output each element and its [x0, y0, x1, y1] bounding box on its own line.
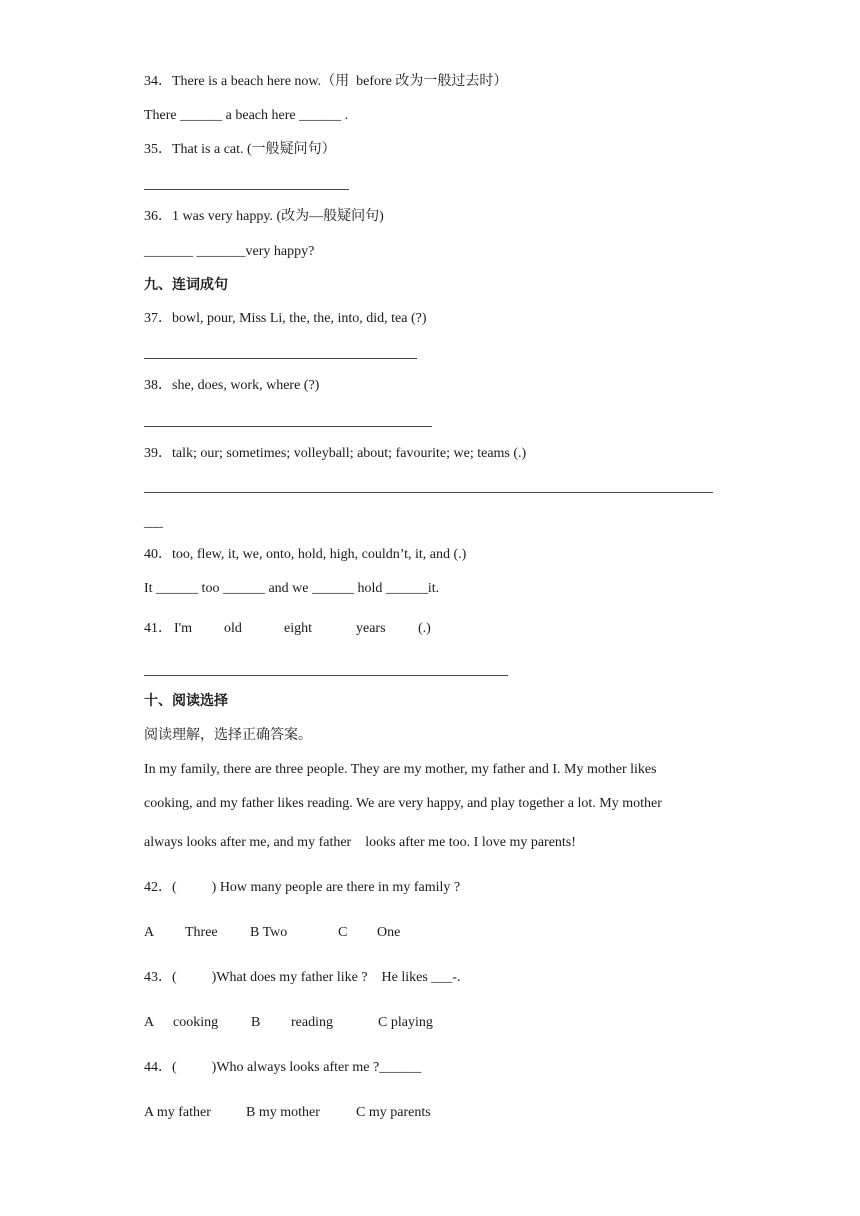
q41-word: years — [356, 621, 386, 636]
q39-prompt: 39．talk; our; sometimes; volleyball; about; favourite; we; teams (.) — [144, 446, 527, 461]
q43-option: A — [144, 1015, 155, 1030]
q34-answer-line: There ______ a beach here ______ . — [144, 108, 349, 123]
q42-option: B Two — [250, 925, 288, 940]
q38-answer-blank — [144, 426, 432, 427]
q34-prompt: 34．There is a beach here now.（用 before 改为一般过去时） — [144, 74, 508, 89]
q35-answer-blank — [144, 189, 349, 190]
passage-line: In my family, there are three people. They are my mother, my father and I. My mother likes — [144, 762, 657, 777]
q39-answer-blank — [144, 492, 713, 493]
q37-prompt: 37．bowl, pour, Miss Li, the, the, into, did, tea (?) — [144, 311, 427, 326]
q39-answer-overflow: ___ — [144, 515, 162, 530]
q44-option: A my father — [144, 1105, 211, 1120]
q43-option: B — [251, 1015, 261, 1030]
section-9-title: 九、连词成句 — [144, 277, 228, 293]
q41-answer-blank — [144, 675, 508, 676]
q44-prompt: 44．( )Who always looks after me ?______ — [144, 1060, 422, 1075]
q43-option: C playing — [378, 1015, 433, 1030]
q41-word: eight — [284, 621, 312, 636]
q36-answer-line: _______ _______very happy? — [144, 244, 315, 259]
q38-prompt: 38．she, does, work, where (?) — [144, 378, 320, 393]
q42-prompt: 42．( ) How many people are there in my family ? — [144, 880, 461, 895]
q42-option: C — [338, 925, 348, 940]
q40-prompt: 40．too, flew, it, we, onto, hold, high, couldn’t, it, and (.) — [144, 547, 467, 562]
passage-line: cooking, and my father likes reading. We are very happy, and play together a lot. My mother — [144, 796, 662, 811]
q44-option: C my parents — [356, 1105, 431, 1120]
q40-answer-line: It ______ too ______ and we ______ hold ______it. — [144, 581, 440, 596]
q36-prompt: 36．1 was very happy. (改为—般疑问句) — [144, 209, 384, 224]
section-10-instruction: 阅读理解，选择正确答案。 — [144, 728, 312, 743]
q42-option: Three — [185, 925, 218, 940]
q43-prompt: 43．( )What does my father like ? He likes ___-. — [144, 970, 461, 985]
q41-word: I'm — [174, 621, 193, 636]
passage-line: always looks after me, and my father looks after me too. I love my parents! — [144, 835, 576, 850]
q42-option: A — [144, 925, 155, 940]
q37-answer-blank — [144, 358, 417, 359]
q44-option: B my mother — [246, 1105, 320, 1120]
q41-number: 41． — [144, 621, 172, 636]
section-10-title: 十、阅读选择 — [144, 693, 228, 709]
q41-word: old — [224, 621, 242, 636]
q42-option: One — [377, 925, 401, 940]
q41-word: (.) — [418, 621, 431, 636]
q35-prompt: 35．That is a cat. (一般疑问句） — [144, 142, 336, 157]
q43-option: cooking — [173, 1015, 219, 1030]
q43-option: reading — [291, 1015, 333, 1030]
